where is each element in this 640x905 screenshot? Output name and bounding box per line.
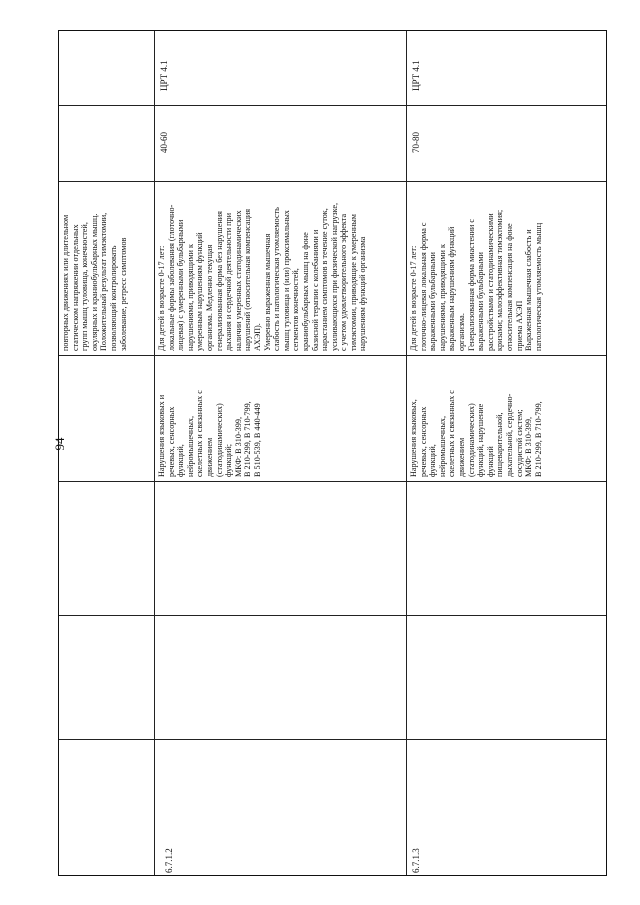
column-divider-impairment [59,481,606,482]
impairment-cell: Нарушения языковых, речевых, сенсорных функций, нейромышечных, скелетных и связанных с движением (статодинамических) функций, нарушение функций пищеварительной, дыхательной, сердечно- сосудистой систем; МКФ: В 310-399, В 210-299, В 710-799, [409,390,543,477]
row-divider-2 [406,31,407,875]
row-code: 6.7.1.3 [411,848,421,873]
row-divider-1 [154,31,155,875]
page-number: 94 [52,437,67,451]
column-divider-empty-2 [59,739,606,740]
description-cell: Для детей в возрасте 0-17 лет: глоточно-лицевая локальная форма с выраженными бульбарными нарушениями, приводящими к выраженным нарушениям функций организма. Генерализованная форма миастении с выраженными бульбарными расстройствами и статодинамическими кризами; малоэффективная тимэктомия; относительная компенсация на фоне приема АХЭП Выраженная мышечная слабость и патологическая утомляемость мышц [409,209,543,351]
disability-criteria-table [58,30,607,876]
column-divider-criteria [59,105,606,106]
row-code: 6.7.1.2 [164,848,174,873]
percent-cell: 70-80 [411,132,421,153]
criteria-cell: ЦРТ 4.1 [411,60,421,91]
impairment-cell: Нарушения языковых и речевых, сенсорных функций, нейромышечных, скелетных и связанных с движением (статодинамических) функций; МКФ: В 310-399, В 210-299, В 710-799, В 510-539, В 440-449 [157,390,262,477]
continuation-description-cell: повторных движениях или длительном статическом напряжении отдельных групп мышц туловища, конечностей, окулярных и краниобульбарных мышц. Положительный результат тимэктомии, позволяющий контролировать заболевание, ретресс симптомов [61,212,128,351]
percent-cell: 40-60 [159,132,169,153]
criteria-cell: ЦРТ 4.1 [159,60,169,91]
description-cell: Для детей в возрасте 0-17 лет: локальные формы заболевания (глоточно- лицевая) с умеренными бульбарными нарушениями, приводящими к умеренным нарушениям функций организма. Медленно текущая генерализованная форма без нарушения дыхания и сердечной деятельности при наличии умеренных статодинамических нарушений (относительная компенсация АХЭП). Умеренно выраженная мышечная слабость и патологическая утомляемость мышц туловища и (или) проксимальных сегментов конечностей, краниобульбарных мышц на фоне базисной терапии с колебаниями и нарастанием симптомов в течение суток, усиливающихся при физической нагрузке, с учетом удовлетворительного эффекта тимэктомии, приводящие к умеренным нарушениям функций организма [157,202,368,351]
column-divider-empty-1 [59,615,606,616]
